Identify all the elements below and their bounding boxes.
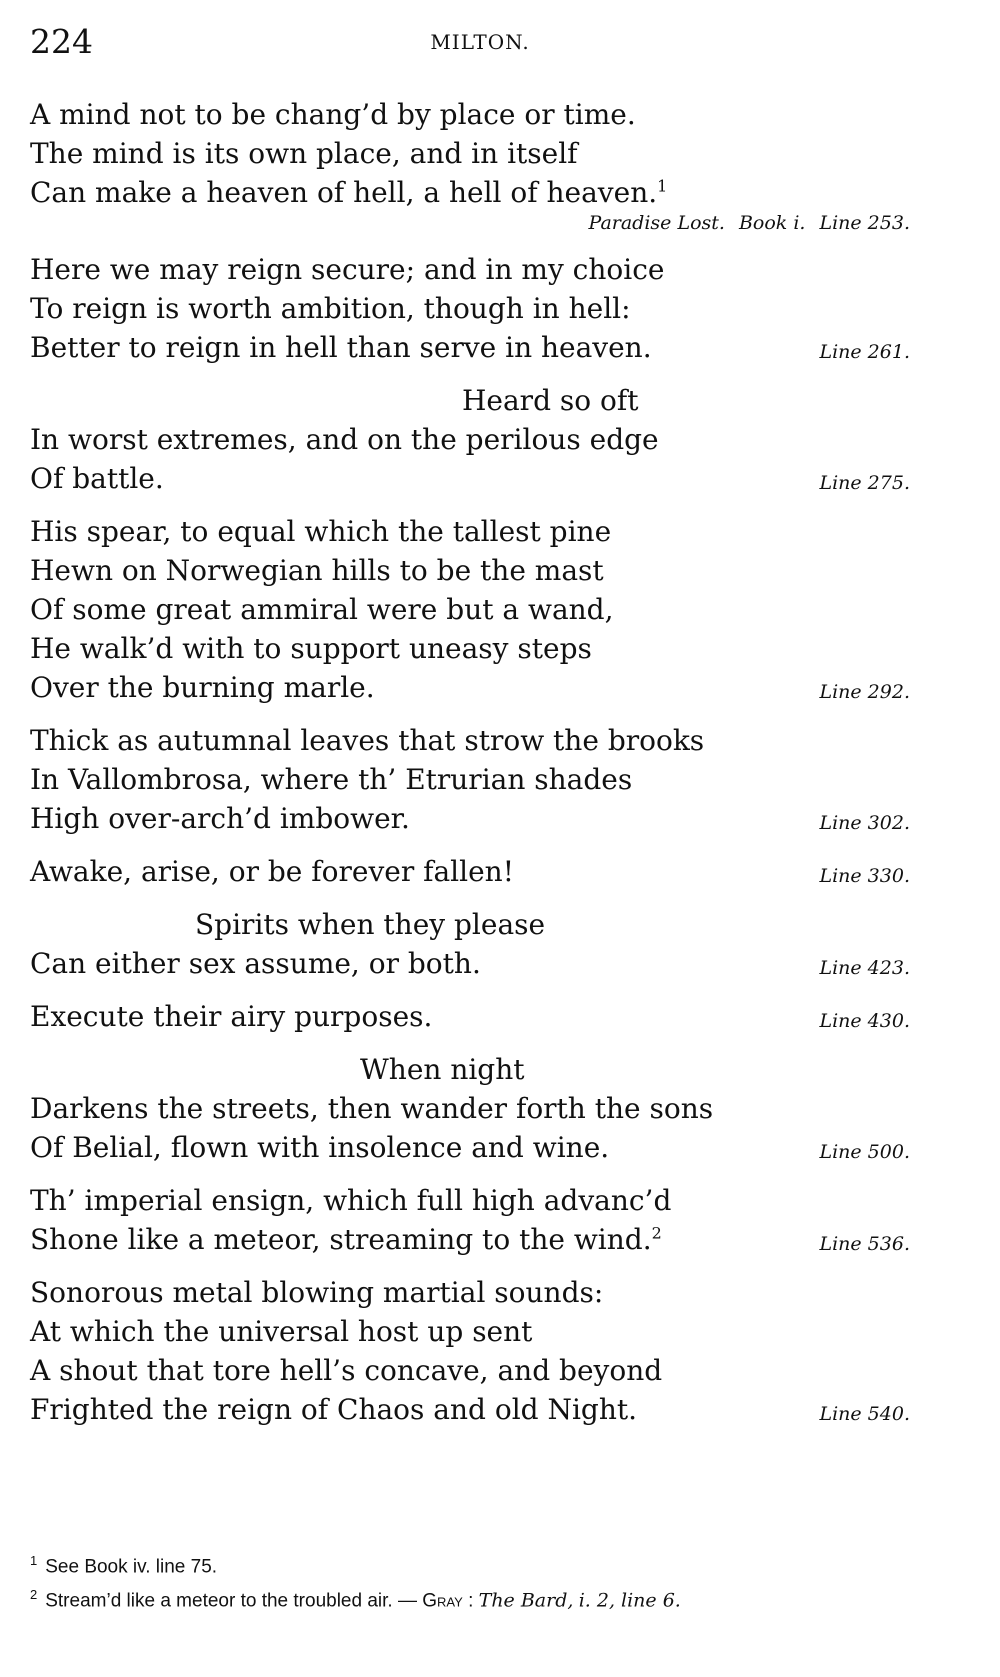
verse-text: In Vallombrosa, where th’ Etrurian shades [30, 763, 633, 796]
verse-text: Frighted the reign of Chaos and old Night. [30, 1393, 638, 1426]
verse-line [30, 799, 910, 838]
footnote-work: The Bard, [478, 1589, 574, 1612]
citation-line: Line 292. [819, 681, 910, 703]
verse-text: Darkens the streets, then wander forth the sons [30, 1092, 714, 1125]
verse-text: In worst extremes, and on the perilous edge [30, 423, 659, 456]
verse-text: Of Belial, flown with insolence and wine. [30, 1131, 610, 1164]
citation [819, 1403, 910, 1425]
quotation [30, 95, 910, 236]
footnote-mark: 1 [30, 1553, 38, 1568]
verse-line [30, 944, 910, 983]
verse-text: To reign is worth ambition, though in hell: [30, 292, 631, 325]
citation [819, 1010, 910, 1032]
verse-line [30, 289, 910, 328]
verse-line [30, 459, 910, 498]
verse-line [30, 1220, 910, 1259]
quotation [30, 1273, 910, 1429]
citation [819, 1233, 910, 1255]
footnote-reference: i. 2, line 6. [578, 1589, 681, 1612]
citation [819, 341, 910, 363]
quotation [30, 1050, 910, 1167]
citation-line: Line 536. [819, 1233, 910, 1255]
citation-work: Paradise Lost. [588, 212, 725, 234]
verse-line [30, 1273, 910, 1312]
footnotes [30, 1547, 910, 1616]
verse-text: Can make a heaven of hell, a hell of heaven. [30, 176, 658, 209]
verse-text: High over-arch’d imbower. [30, 802, 410, 835]
footnote-reference-mark: 1 [657, 176, 668, 196]
verse-text: A mind not to be chang’d by place or time. [30, 98, 636, 131]
verse-text: He walk’d with to support uneasy steps [30, 632, 592, 665]
verse-text: Shone like a meteor, streaming to the wind. [30, 1223, 652, 1256]
citation-book: Book i. [738, 212, 806, 234]
verse-line [30, 852, 910, 891]
citation [30, 210, 910, 236]
verse-text: When night [360, 1053, 525, 1086]
verse-line [30, 1128, 910, 1167]
verse-line [30, 668, 910, 707]
citation-line: Line 500. [819, 1141, 910, 1163]
verse-text: Th’ imperial ensign, which full high advanc’d [30, 1184, 672, 1217]
verse-text: Of some great ammiral were but a wand, [30, 593, 614, 626]
verse-text: Awake, arise, or be forever fallen! [30, 855, 514, 888]
verse-line [30, 250, 910, 289]
verse-text: The mind is its own place, and in itself [30, 137, 578, 170]
footnote-text: Stream’d like a meteor to the troubled air. — [45, 1590, 417, 1612]
running-head [30, 22, 930, 62]
citation-line: Line 275. [819, 472, 910, 494]
verse-text: At which the universal host up sent [30, 1315, 533, 1348]
verse-line [30, 1181, 910, 1220]
citation [819, 865, 910, 887]
citation-line: Line 261. [819, 341, 910, 363]
verse-line [30, 1312, 910, 1351]
verse-line [30, 997, 910, 1036]
verse-line [30, 328, 910, 367]
citation [819, 681, 910, 703]
verse-line [30, 551, 910, 590]
verse-line [30, 629, 910, 668]
verse-line [30, 173, 910, 212]
verse-text: Here we may reign secure; and in my choice [30, 253, 665, 286]
verse-text: Over the burning marle. [30, 671, 375, 704]
footnote-mark: 2 [30, 1587, 38, 1603]
quotation [30, 250, 910, 367]
quotation [30, 905, 910, 983]
citation-line: Line 253. [819, 212, 910, 234]
verse-line [30, 134, 910, 173]
verse-line [30, 1390, 910, 1429]
verse-text: Spirits when they please [195, 908, 546, 941]
verse-line [30, 420, 910, 459]
quotation [30, 721, 910, 838]
quotation [30, 852, 910, 891]
citation-line: Line 540. [819, 1403, 910, 1425]
footnote [30, 1547, 910, 1581]
verse-text: His spear, to equal which the tallest pine [30, 515, 612, 548]
citation [819, 957, 910, 979]
footnote-reference-mark: 2 [651, 1223, 662, 1243]
verse-text: Of battle. [30, 462, 164, 495]
verse-text: Better to reign in hell than serve in heaven. [30, 331, 652, 364]
verse-line [30, 95, 910, 134]
verse-line [30, 760, 910, 799]
verse-text: Heard so oft [462, 384, 639, 417]
quotation [30, 381, 910, 498]
verse-text: A shout that tore hell’s concave, and beyond [30, 1354, 663, 1387]
verse-line [30, 1089, 910, 1128]
verse-text: Sonorous metal blowing martial sounds: [30, 1276, 604, 1309]
quotation [30, 997, 910, 1036]
citation [819, 472, 910, 494]
citation-line: Line 330. [819, 865, 910, 887]
page-number: 224 [30, 22, 93, 61]
citation-line: Line 302. [819, 812, 910, 834]
verse-line [30, 1351, 910, 1390]
verse-text: Execute their airy purposes. [30, 1000, 433, 1033]
verse-line [30, 381, 910, 420]
verse-line [30, 590, 910, 629]
verse-line [30, 905, 910, 944]
quotation-list [30, 95, 910, 1443]
verse-text: Thick as autumnal leaves that strow the brooks [30, 724, 705, 757]
citation-line: Line 430. [819, 1010, 910, 1032]
quotation [30, 1181, 910, 1259]
citation-line: Line 423. [819, 957, 910, 979]
verse-line [30, 1050, 910, 1089]
quotation [30, 512, 910, 707]
citation [819, 1141, 910, 1163]
verse-line [30, 721, 910, 760]
footnote-separator: : [468, 1590, 474, 1612]
verse-text: Hewn on Norwegian hills to be the mast [30, 554, 604, 587]
citation [819, 812, 910, 834]
footnote [30, 1581, 910, 1615]
verse-line [30, 512, 910, 551]
footnote-text: See Book iv. line 75. [45, 1556, 218, 1578]
verse-text: Can either sex assume, or both. [30, 947, 481, 980]
footnote-author: Gray [422, 1590, 463, 1612]
running-title: MILTON. [430, 30, 530, 54]
